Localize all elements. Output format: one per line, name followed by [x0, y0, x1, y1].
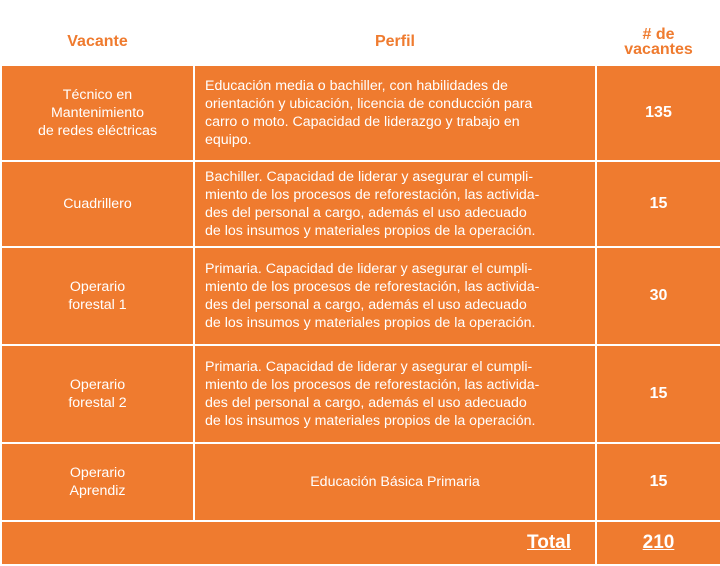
table-row — [1, 247, 720, 345]
perfil-line: des del personal a cargo, además el uso adecuado — [205, 205, 527, 221]
perfil-line: Educación media o bachiller, con habilidades de — [205, 78, 508, 94]
perfil-line: Bachiller. Capacidad de liderar y asegurar el cumpli- — [205, 169, 534, 185]
perfil-line: de los insumos y materiales propios de la operación. — [205, 223, 536, 239]
perfil-line: Educación Básica Primaria — [310, 474, 480, 490]
table-row — [1, 65, 720, 161]
vacantes-cell: 135 — [596, 65, 720, 161]
top-band — [0, 0, 720, 18]
perfil-cell — [194, 65, 596, 161]
table-row — [1, 161, 720, 247]
header-vacante: Vacante — [1, 19, 194, 65]
perfil-line: miento de los procesos de reforestación, las activida- — [205, 187, 540, 203]
perfil-cell — [194, 161, 596, 247]
vacante-cell — [1, 443, 194, 521]
perfil-cell — [194, 247, 596, 345]
perfil-line: orientación y ubicación, licencia de conducción para — [205, 96, 533, 112]
vacante-line: Técnico en — [62, 87, 133, 103]
header-num-line1: # de — [642, 26, 675, 43]
vacante-line: Operario — [69, 465, 126, 481]
header-num-vacantes — [596, 19, 720, 65]
table-row — [1, 443, 720, 521]
vacante-cell — [1, 345, 194, 443]
vacante-line: Aprendiz — [69, 483, 126, 499]
perfil-line: carro o moto. Capacidad de liderazgo y trabajo en — [205, 114, 520, 130]
vacantes-cell: 15 — [596, 161, 720, 247]
perfil-line: Primaria. Capacidad de liderar y asegurar el cumpli- — [205, 261, 533, 277]
vacante-cell — [1, 161, 194, 247]
vacante-line: forestal 2 — [68, 395, 127, 411]
vacancies-table — [0, 18, 720, 566]
vacante-line: forestal 1 — [68, 297, 127, 313]
vacantes-cell: 15 — [596, 345, 720, 443]
total-value: 210 — [596, 521, 720, 565]
vacante-line: Operario — [69, 279, 126, 295]
table-row — [1, 345, 720, 443]
perfil-line: Primaria. Capacidad de liderar y asegurar el cumpli- — [205, 359, 533, 375]
header-perfil: Perfil — [194, 19, 596, 65]
perfil-line: des del personal a cargo, además el uso adecuado — [205, 395, 527, 411]
perfil-cell — [194, 345, 596, 443]
perfil-line: de los insumos y materiales propios de la operación. — [205, 315, 536, 331]
header-num-line2: vacantes — [624, 41, 693, 58]
perfil-line: des del personal a cargo, además el uso adecuado — [205, 297, 527, 313]
vacantes-cell: 30 — [596, 247, 720, 345]
vacante-cell — [1, 65, 194, 161]
vacantes-cell: 15 — [596, 443, 720, 521]
vacante-line: de redes eléctricas — [37, 123, 158, 139]
perfil-line: equipo. — [205, 132, 252, 148]
perfil-cell — [194, 443, 596, 521]
header-row — [1, 19, 720, 65]
vacante-cell — [1, 247, 194, 345]
total-label: Total — [194, 521, 596, 565]
perfil-line: de los insumos y materiales propios de la operación. — [205, 413, 536, 429]
total-empty-cell — [1, 521, 194, 565]
perfil-line: miento de los procesos de reforestación, las activida- — [205, 279, 540, 295]
perfil-line: miento de los procesos de reforestación, las activida- — [205, 377, 540, 393]
vacante-line: Operario — [69, 377, 126, 393]
total-row — [1, 521, 720, 565]
vacante-line: Cuadrillero — [63, 196, 132, 212]
vacante-line: Mantenimiento — [50, 105, 145, 121]
